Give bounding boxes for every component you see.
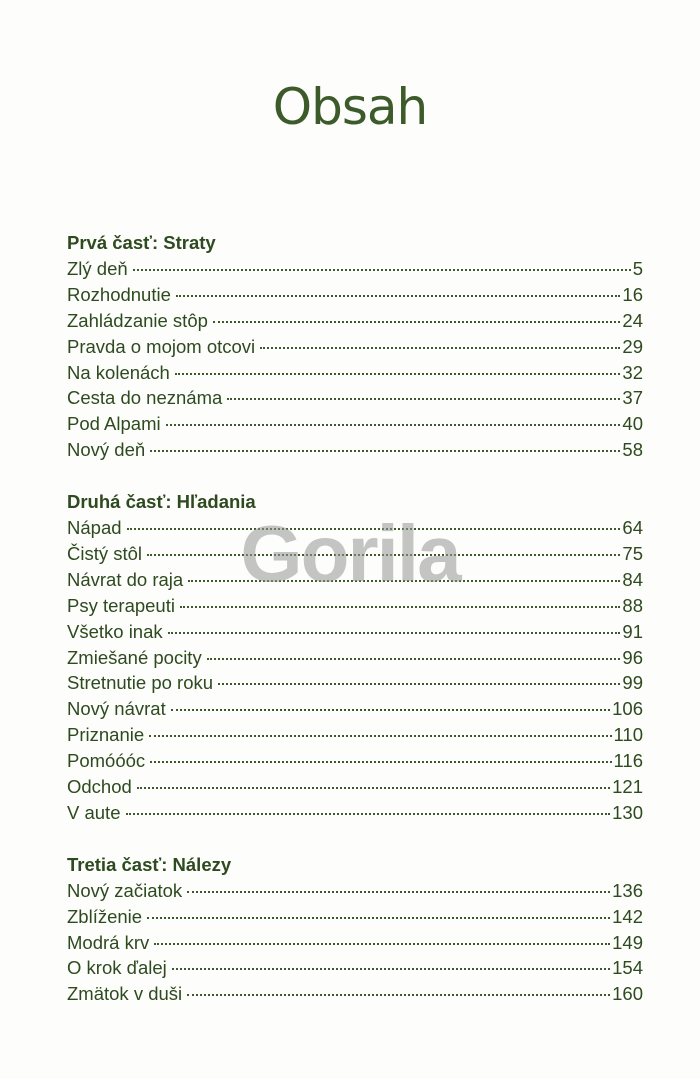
toc-entry bbox=[67, 308, 643, 334]
section-title: Tretia časť: Nálezy bbox=[67, 853, 232, 875]
entry-label: Pod Alpami bbox=[67, 413, 161, 435]
entry-page: 154 bbox=[612, 957, 643, 979]
dot-leader bbox=[207, 658, 621, 660]
entry-page: 88 bbox=[622, 594, 643, 616]
toc-entry bbox=[67, 541, 643, 567]
toc-section-3 bbox=[67, 852, 643, 1007]
dot-leader bbox=[187, 994, 610, 996]
entry-label: Stretnutie po roku bbox=[67, 672, 214, 694]
entry-label: Nápad bbox=[67, 517, 122, 539]
entry-page: 142 bbox=[612, 905, 643, 927]
dot-leader bbox=[260, 347, 620, 349]
entry-label: Zlý deň bbox=[67, 258, 128, 279]
toc-entry bbox=[67, 800, 643, 826]
dot-leader bbox=[227, 398, 620, 400]
entry-page: 116 bbox=[613, 750, 643, 772]
entry-page: 58 bbox=[622, 439, 643, 461]
dot-leader bbox=[172, 968, 610, 970]
entry-label: Zmiešané pocity bbox=[67, 646, 202, 668]
dot-leader bbox=[137, 787, 610, 789]
toc-entry bbox=[67, 722, 643, 748]
toc-entry bbox=[67, 360, 643, 386]
entry-label: Rozhodnutie bbox=[67, 283, 171, 305]
entry-label: Psy terapeuti bbox=[67, 594, 175, 616]
entry-label: O krok ďalej bbox=[67, 957, 167, 979]
entry-label: V aute bbox=[67, 801, 121, 823]
entry-label: Nový návrat bbox=[67, 698, 166, 720]
toc-entry bbox=[67, 385, 643, 411]
toc-entry bbox=[67, 955, 643, 981]
entry-page: 75 bbox=[622, 543, 643, 565]
toc-entry bbox=[67, 256, 643, 282]
entry-label: Zmätok v duši bbox=[67, 983, 183, 1005]
dot-leader bbox=[126, 813, 611, 815]
dot-leader bbox=[133, 269, 631, 271]
entry-label: Zblíženie bbox=[67, 905, 143, 927]
entry-label: Pomóóóc bbox=[67, 750, 146, 772]
entry-page: 29 bbox=[622, 335, 643, 357]
entry-label: Všetko inak bbox=[67, 620, 163, 642]
entry-page: 136 bbox=[612, 879, 643, 901]
entry-page: 64 bbox=[622, 517, 643, 539]
dot-leader bbox=[188, 580, 620, 582]
dot-leader bbox=[149, 735, 611, 737]
toc-entry bbox=[67, 334, 643, 360]
toc-entry bbox=[67, 904, 643, 930]
dot-leader bbox=[175, 373, 621, 375]
entry-page: 32 bbox=[622, 361, 643, 383]
entry-label: Cesta do neznáma bbox=[67, 387, 223, 409]
section-title: Prvá časť: Straty bbox=[67, 232, 216, 253]
toc-entry bbox=[67, 282, 643, 308]
toc-entry bbox=[67, 567, 643, 593]
page-title: Obsah bbox=[272, 78, 428, 136]
dot-leader bbox=[213, 321, 621, 323]
entry-page: 91 bbox=[622, 620, 643, 642]
entry-page: 37 bbox=[622, 387, 643, 409]
entry-page: 106 bbox=[612, 698, 643, 720]
entry-page: 149 bbox=[612, 931, 643, 953]
section-title: Druhá časť: Hľadania bbox=[67, 491, 256, 513]
toc-entry bbox=[67, 696, 643, 722]
entry-page: 24 bbox=[622, 309, 643, 331]
dot-leader bbox=[154, 943, 610, 945]
toc-entry bbox=[67, 878, 643, 904]
entry-label: Na kolenách bbox=[67, 361, 170, 383]
dot-leader bbox=[127, 528, 621, 530]
toc-entry bbox=[67, 981, 643, 1007]
entry-label: Nový deň bbox=[67, 439, 146, 461]
dot-leader bbox=[150, 761, 611, 763]
toc-entry bbox=[67, 645, 643, 671]
dot-leader bbox=[171, 709, 610, 711]
dot-leader bbox=[147, 917, 610, 919]
toc-entry bbox=[67, 748, 643, 774]
dot-leader bbox=[218, 683, 620, 685]
entry-page: 16 bbox=[622, 283, 643, 305]
entry-page: 160 bbox=[612, 983, 643, 1005]
toc-section-2 bbox=[67, 489, 643, 826]
dot-leader bbox=[168, 632, 621, 634]
dot-leader bbox=[176, 295, 621, 297]
entry-page: 84 bbox=[622, 568, 643, 590]
entry-page: 121 bbox=[612, 776, 643, 798]
entry-label: Priznanie bbox=[67, 724, 145, 746]
toc-entry bbox=[67, 670, 643, 696]
dot-leader bbox=[166, 424, 621, 426]
dot-leader bbox=[147, 554, 620, 556]
entry-page: 40 bbox=[622, 413, 643, 435]
entry-label: Čistý stôl bbox=[67, 543, 143, 565]
toc-entry bbox=[67, 411, 643, 437]
entry-page: 99 bbox=[622, 672, 643, 694]
toc-entry bbox=[67, 619, 643, 645]
dot-leader bbox=[187, 891, 610, 893]
entry-label: Návrat do raja bbox=[67, 568, 184, 590]
entry-label: Zahládzanie stôp bbox=[67, 309, 208, 331]
watermark-logo: Gorila bbox=[240, 509, 460, 598]
toc-entry bbox=[67, 774, 643, 800]
entry-label: Pravda o mojom otcovi bbox=[67, 335, 256, 357]
entry-page: 96 bbox=[622, 646, 643, 668]
dot-leader bbox=[180, 606, 620, 608]
toc-entry bbox=[67, 437, 643, 463]
toc-entry bbox=[67, 593, 643, 619]
entry-label: Odchod bbox=[67, 776, 132, 798]
entry-page: 130 bbox=[612, 801, 643, 823]
entry-page: 5 bbox=[632, 258, 643, 279]
toc-section-1 bbox=[67, 230, 643, 463]
toc-entry bbox=[67, 930, 643, 956]
dot-leader bbox=[150, 450, 620, 452]
table-of-contents bbox=[67, 230, 643, 1033]
entry-page: 110 bbox=[613, 724, 643, 746]
toc-entry bbox=[67, 515, 643, 541]
entry-label: Nový začiatok bbox=[67, 879, 183, 901]
entry-label: Modrá krv bbox=[67, 931, 150, 953]
